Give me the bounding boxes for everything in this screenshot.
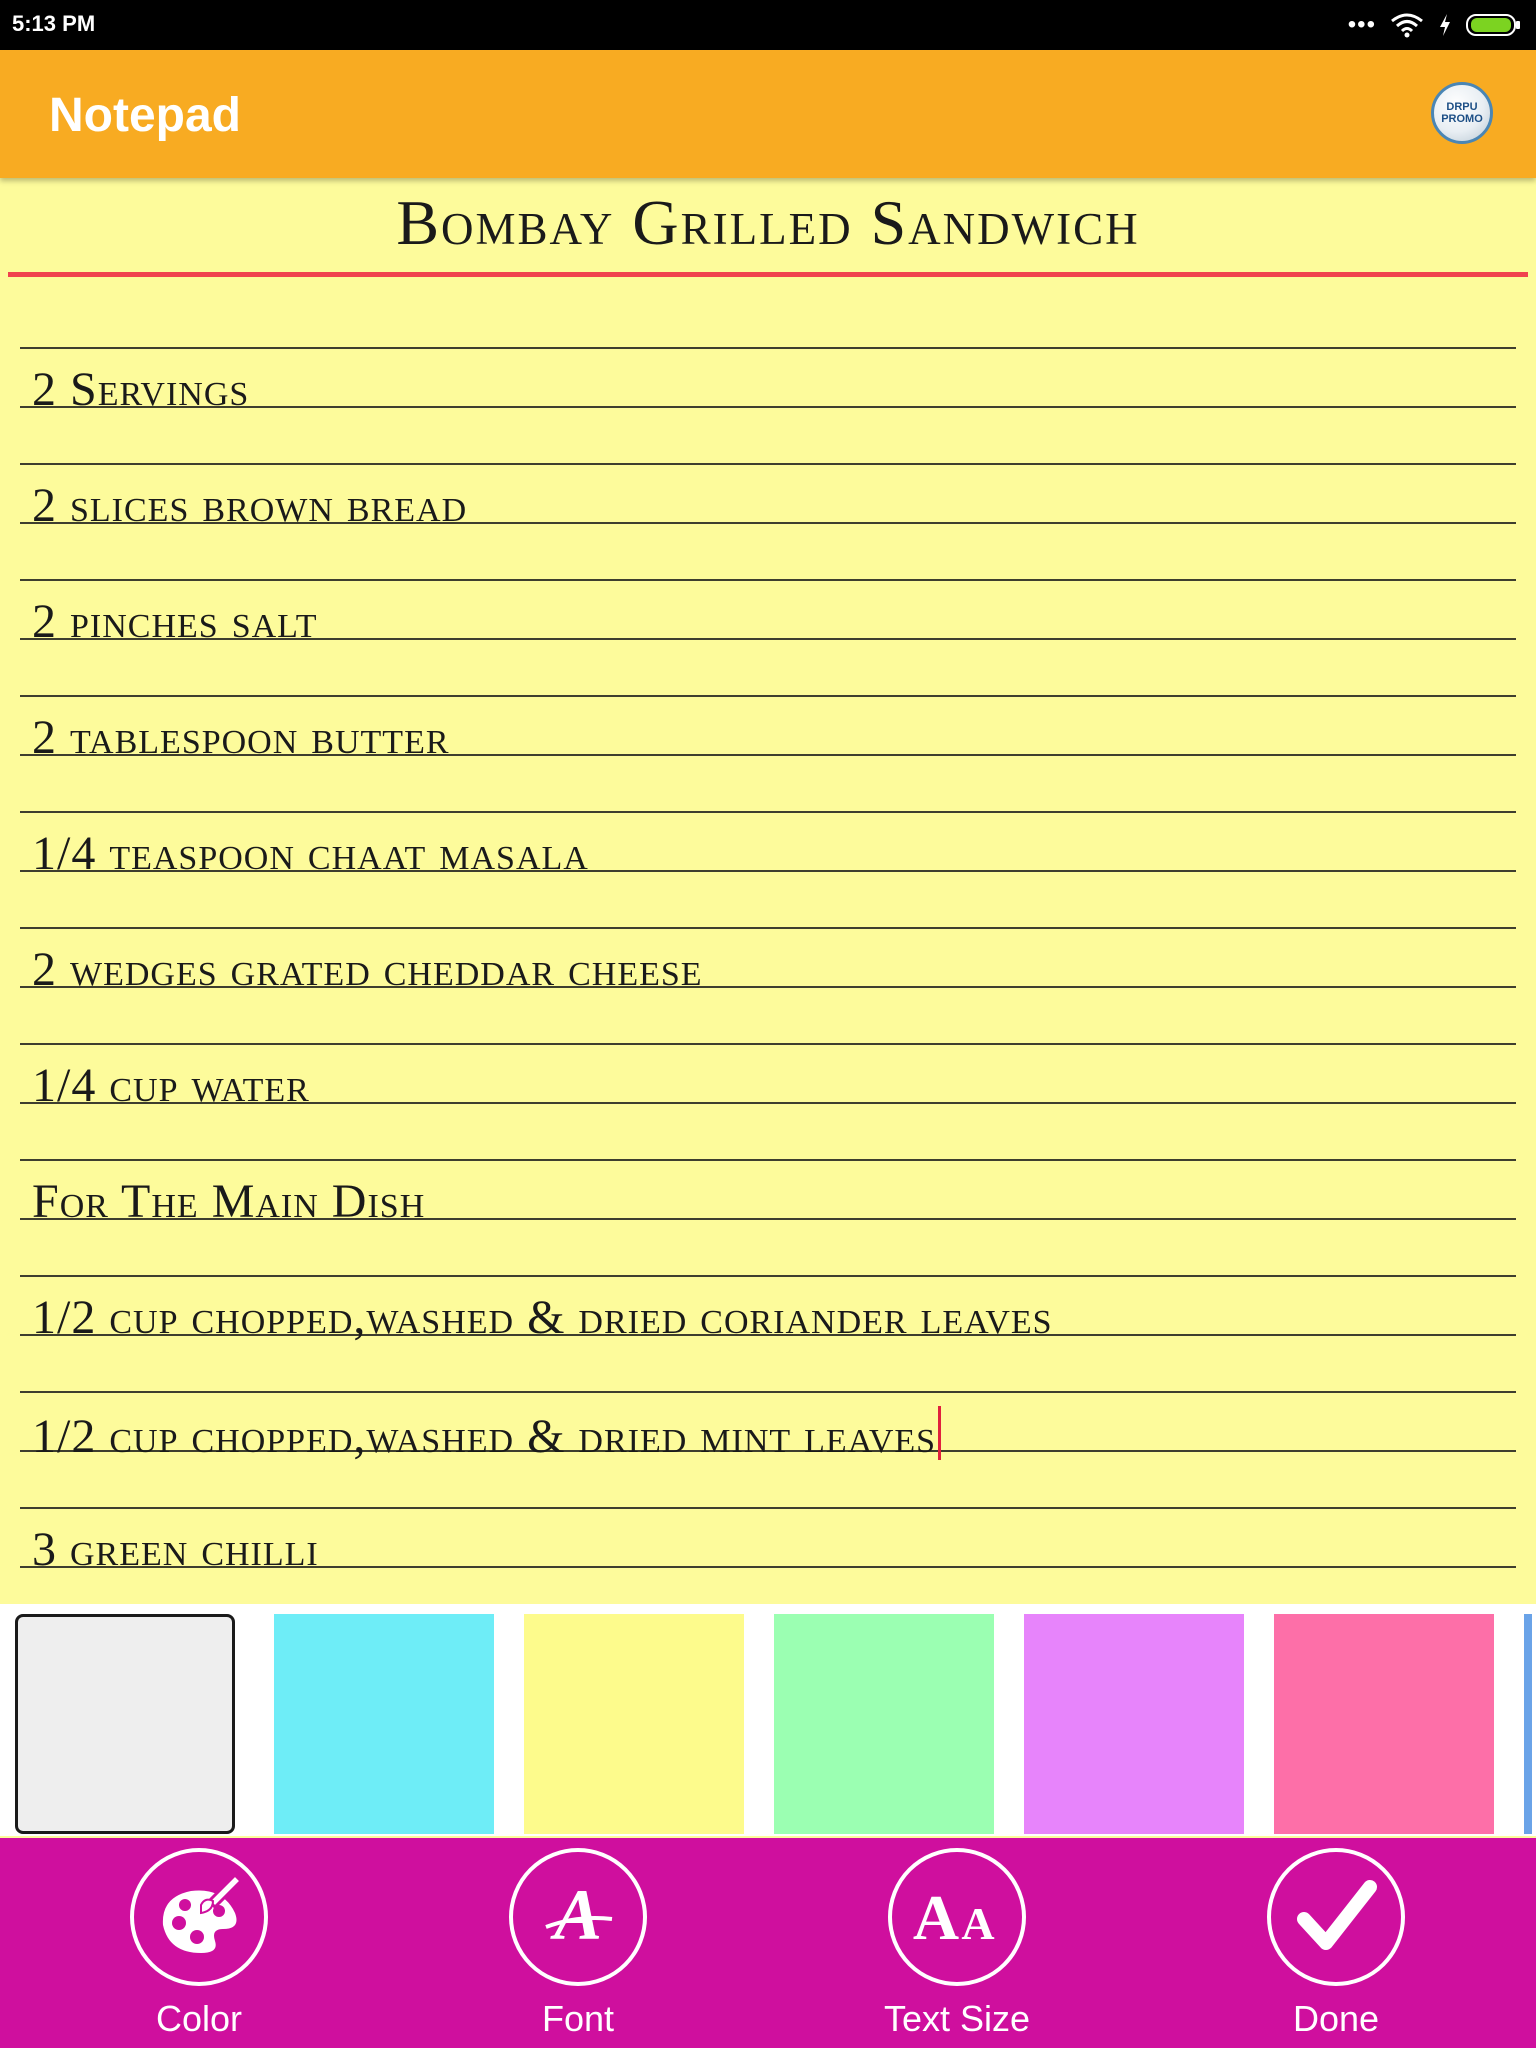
ruled-line [20,1507,1516,1509]
font-tool-label: Font [541,1998,615,2039]
color-tool-label: Color [155,1998,243,2039]
note-line[interactable]: 2 slices brown bread [32,479,468,532]
color-swatch-mint-green[interactable] [774,1614,994,1834]
font-tool-button[interactable] [458,1848,698,2048]
color-swatch-pink[interactable] [1274,1614,1494,1834]
svg-text:A: A [961,1898,995,1949]
wifi-icon [1390,12,1424,38]
palette-icon [130,1848,268,1986]
ruled-line [20,579,1516,581]
promo-button[interactable] [1431,82,1493,144]
note-line[interactable]: 1/4 cup water [32,1059,310,1112]
note-line[interactable]: 2 tablespoon butter [32,711,450,764]
color-swatch-yellow[interactable] [524,1614,744,1834]
font-icon [509,1848,647,1986]
text-size-tool-button[interactable] [837,1848,1077,2048]
ruled-line [20,1159,1516,1161]
swatch-partial[interactable] [1524,1614,1532,1834]
status-icons [1348,8,1522,42]
svg-text:A: A [553,1875,603,1955]
color-swatch-cyan[interactable] [274,1614,494,1834]
ruled-line [20,347,1516,349]
color-swatch-violet[interactable] [1024,1614,1244,1834]
ruled-line [20,463,1516,465]
promo-label-line1: DRPU [1446,101,1478,113]
text-cursor [938,1406,941,1460]
bottom-toolbar [0,1838,1536,2048]
color-palette [0,1604,1536,1836]
status-bar [0,0,1536,50]
battery-icon [1466,13,1522,37]
note-line[interactable]: 2 wedges grated cheddar cheese [32,943,703,996]
color-tool-button[interactable] [79,1848,319,2048]
note-line[interactable]: 1/2 cup chopped,washed & dried mint leaves [32,1406,941,1465]
title-divider [8,272,1528,277]
svg-text:A: A [912,1882,960,1953]
check-icon [1267,1848,1405,1986]
done-tool-button[interactable] [1216,1848,1456,2048]
ruled-line [20,695,1516,697]
more-dots-icon: ••• [1347,11,1376,38]
ruled-line [20,1275,1516,1277]
note-line[interactable]: 3 green chilli [32,1523,319,1576]
note-title[interactable]: Bombay Grilled Sandwich [396,187,1140,258]
note-line[interactable]: 1/2 cup chopped,washed & dried coriander leaves [32,1291,1053,1344]
text-size-tool-label: Text Size [883,1998,1031,2039]
charging-icon [1438,13,1452,37]
ruled-line [20,927,1516,929]
note-line[interactable]: 1/4 teaspoon chaat masala [32,827,589,880]
ruled-line [20,1391,1516,1393]
text-size-icon [888,1848,1026,1986]
color-swatch-light-gray[interactable] [15,1614,235,1834]
note-line[interactable]: For The Main Dish [32,1175,426,1228]
ruled-line [20,1043,1516,1045]
app-title: Notepad [49,89,241,142]
app-bar [0,50,1536,178]
note-line[interactable]: 2 pinches salt [32,595,318,648]
done-tool-label: Done [1292,1998,1380,2039]
ruled-line [20,811,1516,813]
note-line[interactable]: 2 Servings [32,363,250,416]
promo-label-line2: PROMO [1441,113,1483,125]
status-time: 5:13 PM [12,11,96,36]
